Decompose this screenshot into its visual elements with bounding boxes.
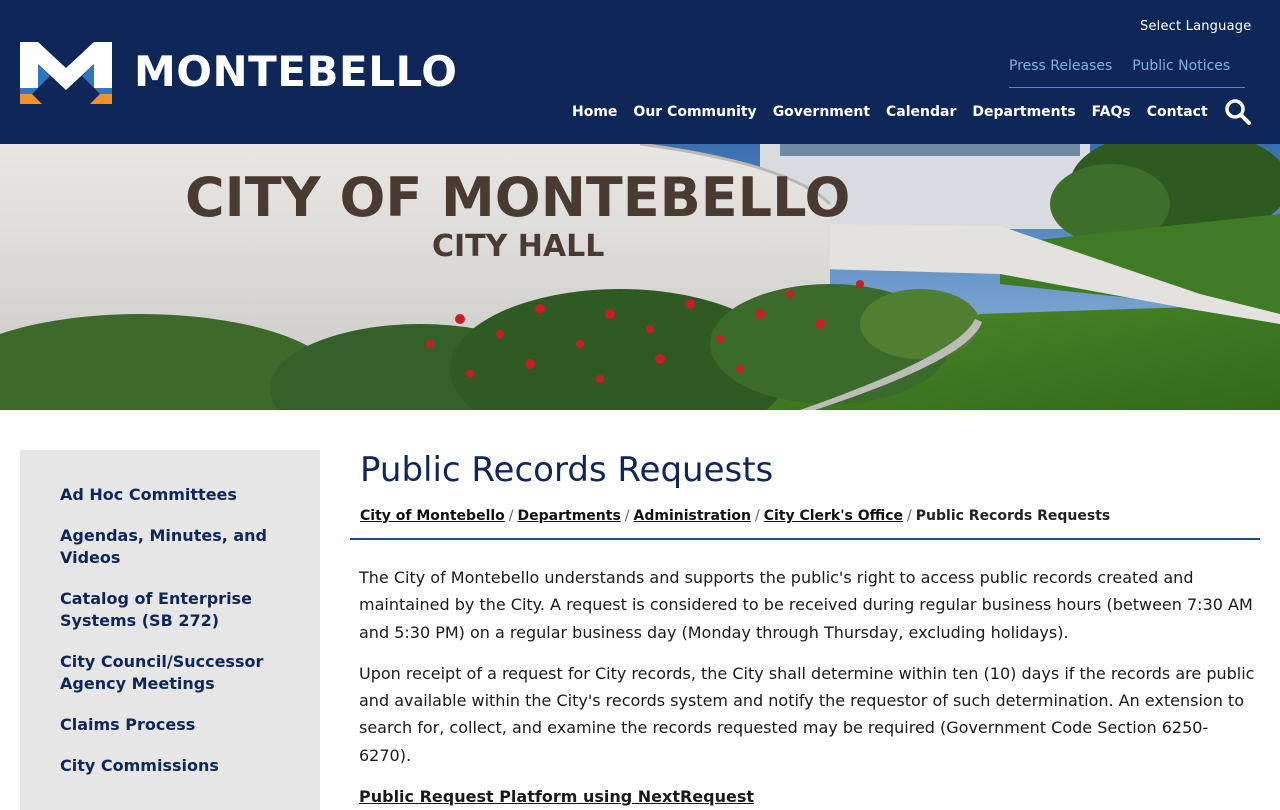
nav-calendar[interactable]: Calendar (886, 104, 957, 120)
breadcrumb-link-administration[interactable]: Administration (633, 508, 751, 524)
breadcrumb-current: Public Records Requests (915, 508, 1111, 524)
nav-government[interactable]: Government (772, 104, 871, 120)
utility-link-public-notices[interactable]: Public Notices (1132, 58, 1231, 74)
nav-faqs[interactable]: FAQs (1091, 104, 1131, 120)
breadcrumb-link-city[interactable]: City of Montebello (360, 508, 505, 524)
nav-contact[interactable]: Contact (1146, 104, 1208, 120)
nav-our-community[interactable]: Our Community (633, 104, 757, 120)
main-nav (572, 101, 1208, 123)
montebello-logo-icon (20, 38, 112, 106)
breadcrumb (350, 506, 1260, 540)
sidebar-nav-list (20, 450, 320, 777)
site-name: MONTEBELLO (134, 47, 458, 96)
breadcrumb-separator: / (754, 508, 760, 524)
body-paragraph-2: Upon receipt of a request for City records, the City shall determine within ten (10) days if the records are public and available within the City's records system and notify the requestor of such determination. An extension to search for, collect, and examine the records requested may be required (Government Code Section 6250-6270). (359, 663, 1255, 765)
utility-link-press-releases[interactable]: Press Releases (1009, 58, 1113, 74)
breadcrumb-link-city-clerk[interactable]: City Clerk's Office (763, 508, 904, 524)
hero-sign-line1: CITY OF MONTEBELLO (185, 166, 851, 229)
breadcrumb-separator: / (508, 508, 514, 524)
main-content (350, 450, 1260, 810)
hero-image-city-hall (0, 144, 1280, 410)
breadcrumb-separator: / (907, 508, 912, 524)
language-selector[interactable]: Select Language (1140, 19, 1252, 34)
sidebar-item-catalog-enterprise-systems[interactable]: Catalog of Enterprise Systems (SB 272) (60, 589, 252, 630)
sidebar-item-agendas-minutes-videos[interactable]: Agendas, Minutes, and Videos (60, 526, 267, 567)
nextrequest-link[interactable]: Public Request Platform using NextRequest (359, 787, 755, 807)
page-title: Public Records Requests (360, 450, 774, 490)
sidebar-item-city-commissions[interactable]: City Commissions (60, 756, 219, 775)
home-logo-link[interactable] (20, 38, 457, 106)
site-header (0, 0, 1280, 144)
sidebar-item-claims-process[interactable]: Claims Process (60, 715, 196, 734)
search-icon[interactable] (1224, 98, 1252, 126)
section-sidebar (20, 450, 320, 810)
body-paragraph-1: The City of Montebello understands and supports the public's right to access public records created and maintained by the City. A request is considered to be received during regular business hours (between 7:30 AM and 5:30 PM) on a regular business day (Monday through Thursday, excluding holidays). (359, 568, 1253, 642)
breadcrumb-link-departments[interactable]: Departments (517, 508, 621, 524)
sidebar-item-ad-hoc-committees[interactable]: Ad Hoc Committees (60, 485, 237, 504)
page-body (350, 540, 1260, 810)
nav-home[interactable]: Home (572, 104, 618, 120)
utility-nav (1009, 56, 1245, 88)
sidebar-item-city-council-meetings[interactable]: City Council/Successor Agency Meetings (60, 652, 264, 693)
hero-sign-line2: CITY HALL (432, 229, 605, 264)
breadcrumb-separator: / (624, 508, 630, 524)
nav-departments[interactable]: Departments (972, 104, 1076, 120)
